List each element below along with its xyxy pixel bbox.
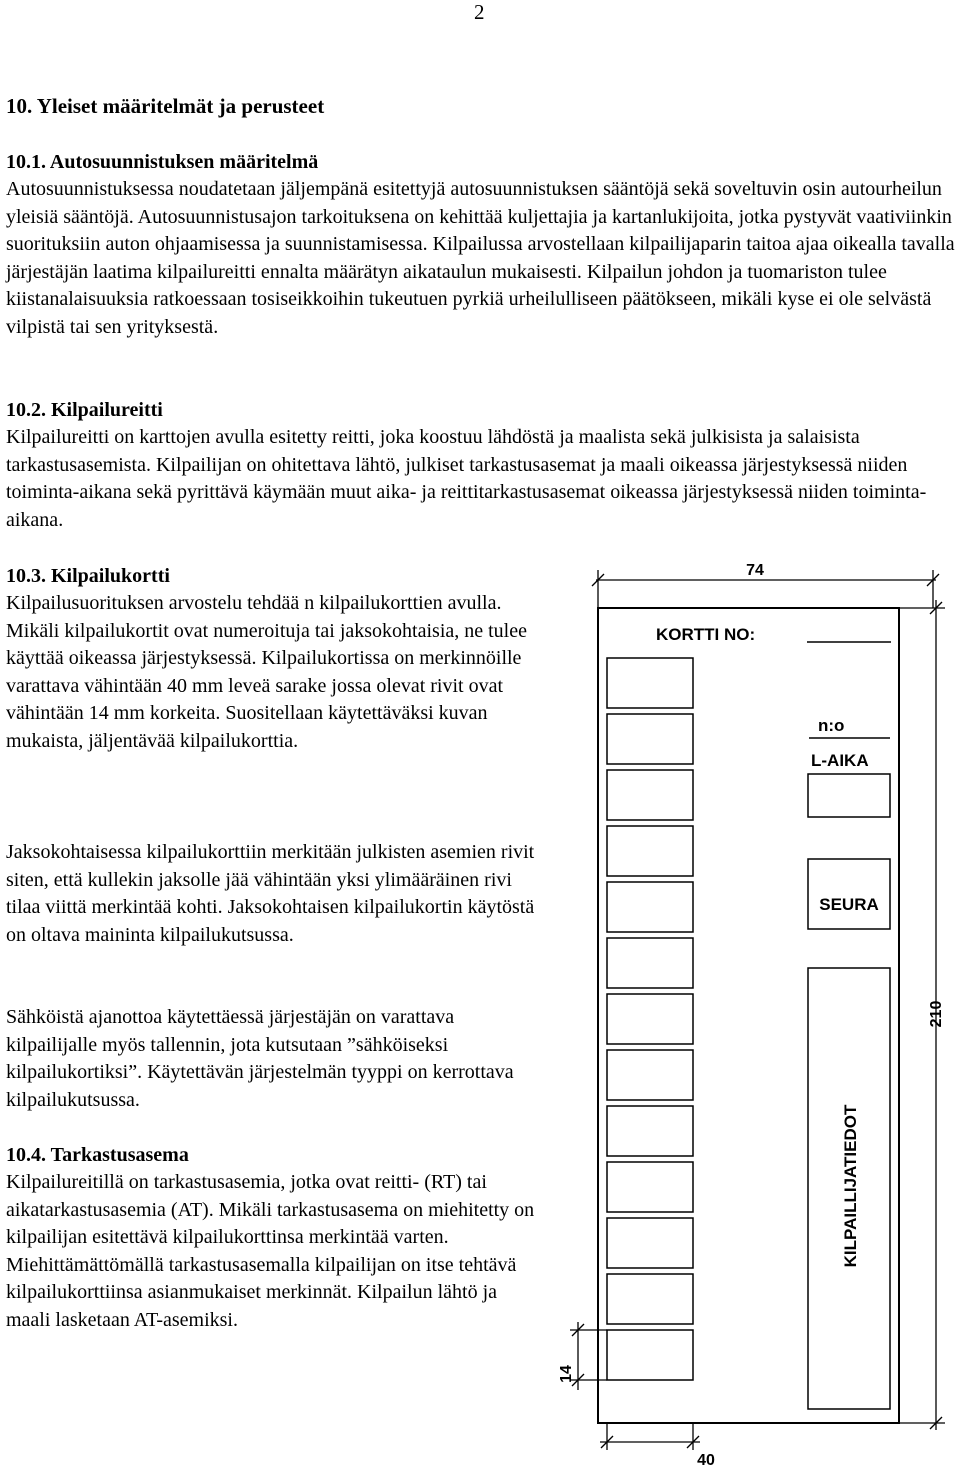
paragraph-10-3-b: Jaksokohtaisessa kilpailukorttiin merkitään julkisten asemien rivit siten, että kullekin jaksolle jää vähintään yksi ylimääräinen rivi tilaa viittä merkintää kohti. Jaksokohtaisen kilpailukortin käytöstä on oltava maininta kilpailukutsussa. <box>6 841 535 946</box>
paragraph-10-2: Kilpailureitti on karttojen avulla esitetty reitti, joka koostuu lähdöstä ja maalista sekä julkisista ja salaisista tarkastusasemista. Kilpailijan on ohitettava lähtö, julkiset tarkastusasemat ja maali oikeassa järjestyksessä niiden toiminta-aikana sekä pyrittävä käymään muut aika- ja reittitarkastusasemat oikeassa järjestyksessä niiden toiminta-aikana. <box>6 426 927 531</box>
entry-row <box>607 826 693 876</box>
entry-row <box>607 770 693 820</box>
page-number: 2 <box>474 0 485 24</box>
kortti-no-label: KORTTI NO: <box>656 625 756 644</box>
card-height-label: 210 <box>928 1000 945 1028</box>
entry-row <box>607 938 693 988</box>
paragraph-10-3-a: Kilpailusuorituksen arvostelu tehdää n kilpailukorttien avulla. Mikäli kilpailukortit ovat numeroituja tai jaksokohtaisia, ne tulee käyttää oikeassa järjestyksessä. Kilpailukortissa on merkinnöille varattava vähintään 40 mm leveä sarake jossa olevat rivit ovat vähintään 14 mm korkeita. Suositellaan käytettäväksi kuvan mukaista, jäljentävää kilpailukorttia. <box>6 592 527 752</box>
heading-10-3: 10.3. Kilpailukortti <box>6 565 170 587</box>
heading-10-1: 10.1. Autosuunnistuksen määritelmä <box>6 151 319 173</box>
width-dimension <box>592 570 939 608</box>
paragraph-10-1: Autosuunnistuksessa noudatetaan jäljempänä esitettyjä autosuunnistuksen sääntöjä sekä soveltuvin osin autourheilun yleisiä sääntöjä. Autosuunnistusajon tarkoituksena on kehittää kuljettajia ja kartanlukijoita, jotka pystyvät vaativiinkin suorituksiin auton ohjaamisessa ja suunnistamisessa. Kilpailussa arvostellaan kilpailijaparin taitoa ajaa oikealla tavalla järjestäjän laatima kilpailureitti ennalta määrätyn aikataulun mukaisesti. Kilpailun johdon ja tuomariston tulee kiistanalaisuuksia ratkoessaan tosiseikkoihin tukeutuen pyrkiä urheilulliseen päätökseen, mikäli kyse ei ole selvästä vilpistä tai sen yrityksestä. <box>6 178 955 338</box>
column-width-dimension <box>600 1423 700 1450</box>
l-aika-box <box>808 774 890 817</box>
entry-row <box>607 1218 693 1268</box>
card-outline <box>598 608 899 1423</box>
entry-row <box>607 714 693 764</box>
entry-row <box>607 1050 693 1100</box>
entry-row <box>607 1274 693 1324</box>
entry-row <box>607 1106 693 1156</box>
paragraph-10-3-c: Sähköistä ajanottoa käytettäessä järjestäjän on varattava kilpailijalle myös tallennin, jota kutsutaan ”sähköiseksi kilpailukortiksi”. Käytettävän järjestelmän tyyppi on kerrottava kilpailukutsussa. <box>6 1006 514 1111</box>
entry-row <box>607 994 693 1044</box>
entry-row <box>607 658 693 708</box>
entry-row <box>607 882 693 932</box>
kilpailijatiedot-label: KILPAILLIJATIEDOT <box>841 1104 860 1268</box>
l-aika-label: L-AIKA <box>811 751 869 770</box>
entry-row <box>607 1330 693 1380</box>
entry-row <box>607 1162 693 1212</box>
seura-box <box>808 859 890 929</box>
section-title: 10. Yleiset määritelmät ja perusteet <box>6 94 325 118</box>
paragraph-10-4: Kilpailureitillä on tarkastusasemia, jotka ovat reitti- (RT) tai aikatarkastusasemia (AT). Mikäli tarkastusasema on miehitetty on kilpailijan esitettävä kilpailukorttinsa merkintää varten. Miehittämättömällä tarkastusasemalla kilpailijan on itse tehtävä kilpailukorttiinsa asianmukaiset merkinnät. Kilpailun lähtö ja maali lasketaan AT-asemiksi. <box>6 1171 535 1331</box>
seura-label: SEURA <box>819 895 879 914</box>
entry-rows <box>607 658 693 1380</box>
card-width-label: 74 <box>746 562 764 579</box>
heading-10-2: 10.2. Kilpailureitti <box>6 399 163 421</box>
no-label: n:o <box>818 716 845 735</box>
heading-10-4: 10.4. Tarkastusasema <box>6 1144 189 1166</box>
row-height-label: 14 <box>558 1365 575 1383</box>
row-height-dimension <box>570 1322 607 1390</box>
column-width-label: 40 <box>697 1452 715 1469</box>
